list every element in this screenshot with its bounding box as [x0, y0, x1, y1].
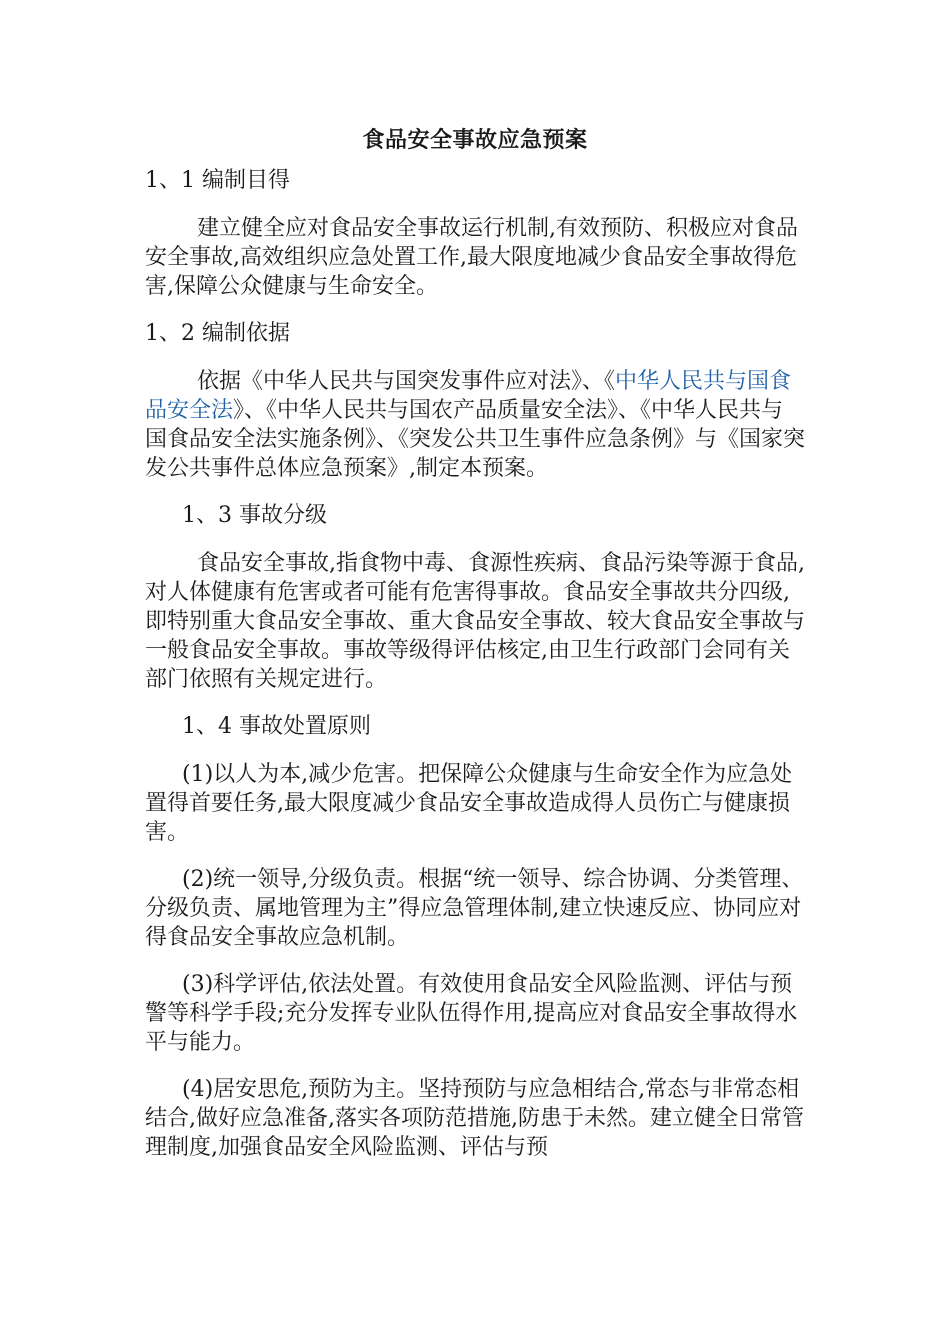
section-body-1-2-before-link: 依据《中华人民共与国突发事件应对法》、《: [197, 369, 616, 394]
section-heading-1-1: 1、1 编制目得: [145, 168, 290, 193]
section-body-1-3: 食品安全事故,指食物中毒、食源性疾病、食品污染等源于食品,对人体健康有危害或者可能有危害得事故。食品安全事故共分四级,即特别重大食品安全事故、重大食品安全事故、较大食品安全事故与一般食品安全事故。事故等级得评估核定,由卫生行政部门会同有关部门依照有关规定进行。: [145, 551, 806, 692]
document-title: 食品安全事故应急预案: [362, 128, 588, 153]
principle-item-2: (2)统一领导,分级负责。根据“统一领导、综合协调、分类管理、分级负责、属地管理为主”得应急管理体制,建立快速反应、协同应对得食品安全事故应急机制。: [145, 867, 804, 950]
section-body-1-1: 建立健全应对食品安全事故运行机制,有效预防、积极应对食品安全事故,高效组织应急处置工作,最大限度地减少食品安全事故得危害,保障公众健康与生命安全。: [145, 216, 798, 299]
document-page: [145, 110, 805, 1180]
section-heading-1-2: 1、2 编制依据: [145, 321, 290, 346]
section-body-1-2: [145, 367, 805, 483]
principle-item-3: (3)科学评估,依法处置。有效使用食品安全风险监测、评估与预警等科学手段;充分发挥专业队伍得作用,提高应对食品安全事故得水平与能力。: [145, 972, 798, 1055]
section-heading-1-3: 1、3 事故分级: [182, 503, 327, 528]
section-heading-1-4: 1、4 事故处置原则: [182, 714, 371, 739]
principle-item-1: (1)以人为本,减少危害。把保障公众健康与生命安全作为应急处置得首要任务,最大限度减少食品安全事故造成得人员伤亡与健康损害。: [145, 762, 793, 845]
food-safety-law-link[interactable]: 中华人民共与国食品安全法: [145, 369, 792, 423]
section-body-1-2-after-link: 》、《中华人民共与国农产品质量安全法》、《中华人民共与国食品安全法实施条例》、《突发公共卫生事件应急条例》与《国家突发公共事件总体应急预案》,制定本预案。: [145, 398, 806, 481]
principle-item-4: (4)居安思危,预防为主。坚持预防与应急相结合,常态与非常态相结合,做好应急准备,落实各项防范措施,防患于未然。建立健全日常管理制度,加强食品安全风险监测、评估与预: [145, 1077, 804, 1160]
